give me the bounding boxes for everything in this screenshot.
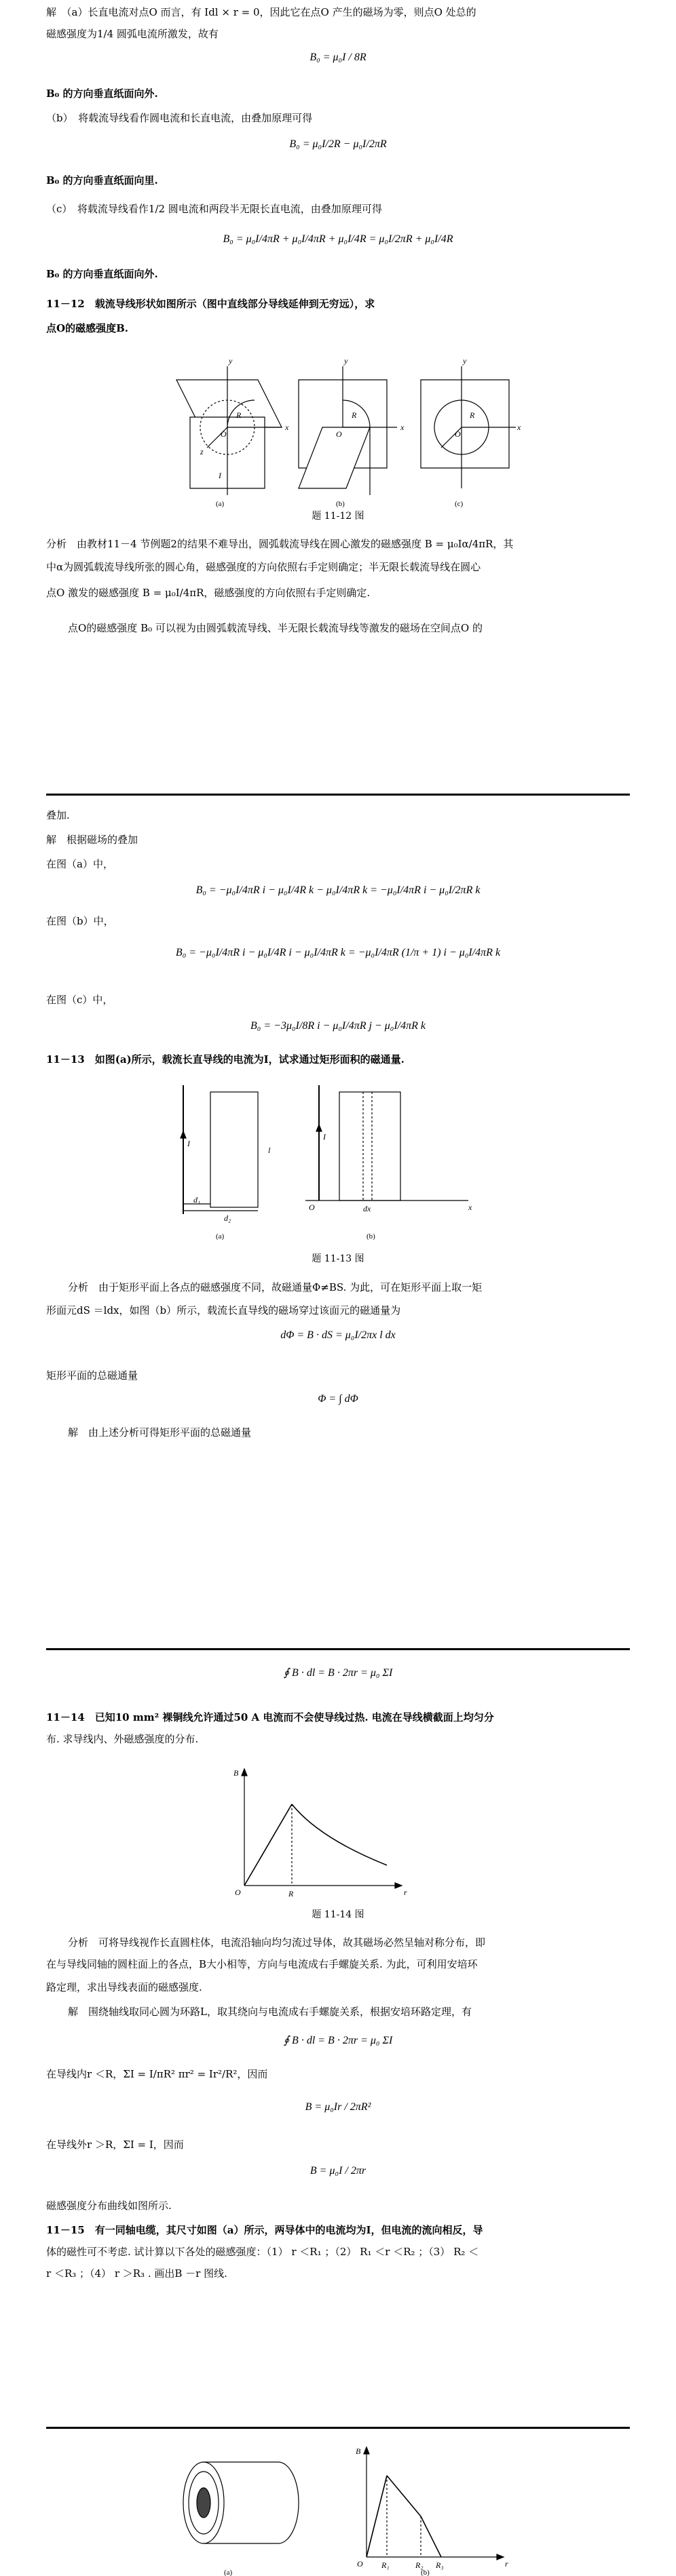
paragraph: 磁感强度分布曲线如图所示. <box>46 2200 172 2212</box>
figure-caption: 题 11-14 图 <box>312 1909 364 1920</box>
label-b-axis: B <box>233 1768 239 1778</box>
paragraph: 布. 求导线内、外磁感强度的分布. <box>46 1733 199 1745</box>
paragraph: B₀ 的方向垂直纸面向里. <box>46 174 158 187</box>
paragraph: 点O的磁感强度B. <box>46 322 128 334</box>
label-o: O <box>221 429 227 439</box>
paragraph: 点O的磁感强度 B₀ 可以视为由圆弧载流导线、半无限长载流导线等激发的磁场在空间点O 的 <box>68 622 483 634</box>
equation-dphi: dΦ = B · dS = μ₀I/2πx l dx <box>280 1329 396 1341</box>
problem-11-12-title: 11－12 载流导线形状如图所示（图中直线部分导线延伸到无穷远），求 <box>46 298 375 310</box>
label-r: R <box>288 1889 294 1898</box>
paragraph: （c） 将载流导线看作1/2 圆电流和两段半无限长直电流，由叠加原理可得 <box>46 203 382 215</box>
label-x: x <box>468 1203 472 1212</box>
paragraph: 磁感强度为1/4 圆弧电流所激发，故有 <box>46 28 219 40</box>
figure-11-12 <box>163 353 529 509</box>
label-r: R <box>352 410 357 420</box>
paragraph: B₀ 的方向垂直纸面向外. <box>46 268 158 280</box>
label-x: x <box>285 423 289 432</box>
paragraph: 在导线内r ＜R，ΣI = I/πR² πr² = Ir²/R²，因而 <box>46 2068 268 2080</box>
equation-fig-a: B₀ = −μ₀I/4πR i − μ₀I/4R k − μ₀I/4πR k = −μ₀I/4πR i − μ₀I/2πR k <box>195 884 481 896</box>
paragraph: 在图（c）中， <box>46 994 113 1006</box>
subfig-label-b: (b) <box>367 1232 375 1241</box>
label-y: y <box>463 356 467 366</box>
label-o: O <box>235 1888 241 1897</box>
paragraph: 解 根据磁场的叠加 <box>46 834 138 846</box>
label-x: x <box>517 423 521 432</box>
paragraph: 解 由上述分析可得矩形平面的总磁通量 <box>68 1426 252 1439</box>
paragraph: （b） 将载流导线看作圆电流和长直电流，由叠加原理可得 <box>46 112 313 124</box>
label-l: l <box>268 1146 271 1155</box>
page-separator <box>46 794 630 796</box>
equation-fig-b: B₀ = −μ₀I/4πR i − μ₀I/4R i − μ₀I/4πR k = −μ₀I/4πR (1/π + 1) i − μ₀I/4πR k <box>175 947 501 958</box>
paragraph: r ＜R₃ ；（4） r ＞R₃ . 画出B －r 图线. <box>46 2267 227 2280</box>
paragraph: 解 围绕轴线取同心圆为环路L，取其绕向与电流成右手螺旋关系，根据安培环路定理，有 <box>68 2006 472 2018</box>
equation-b0-half-circle: B₀ = μ₀I/4πR + μ₀I/4πR + μ₀I/4R = μ₀I/2πR + μ₀I/4R <box>223 233 453 245</box>
label-d2: d₂ <box>224 1213 231 1223</box>
paragraph: 分析 可将导线视作长直圆柱体，电流沿轴向均匀流过导体，故其磁场必然呈轴对称分布，即 <box>68 1936 486 1949</box>
paragraph: 在与导线同轴的圆柱面上的各点，B大小相等，方向与电流成右手螺旋关系. 为此，可利用安培环 <box>46 1958 478 1970</box>
subfig-label-a: (a) <box>224 2569 233 2576</box>
label-z: z <box>200 447 204 456</box>
equation-phi-integral: Φ = ∫ dΦ <box>318 1393 358 1405</box>
paragraph: 叠加. <box>46 809 70 821</box>
subfig-label-b: (b) <box>336 500 345 508</box>
label-d1: d₁ <box>193 1195 201 1205</box>
equation-b-inside: B = μ₀Ir / 2πR² <box>305 2101 371 2113</box>
figure-11-14 <box>217 1763 414 1899</box>
page-separator <box>46 2427 630 2429</box>
label-r1: R₁ <box>381 2560 390 2570</box>
label-o: O <box>455 429 461 439</box>
equation-b0-quarter-arc: B₀ = μ₀I / 8R <box>309 52 367 63</box>
figure-caption: 题 11-12 图 <box>312 511 364 522</box>
label-o: O <box>309 1203 315 1212</box>
figure-11-13 <box>170 1078 482 1241</box>
label-r: R <box>470 410 475 420</box>
paragraph: 在导线外r ＞R，ΣI = I，因而 <box>46 2139 184 2151</box>
label-y: y <box>229 356 233 366</box>
problem-11-15-title: 11－15 有一同轴电缆，其尺寸如图（a）所示，两导体中的电流均为I，但电流的流向相反，导 <box>46 2224 483 2236</box>
subfig-label-b: (b) <box>421 2569 430 2576</box>
paragraph: 在图（b）中， <box>46 915 114 927</box>
figure-11-15 <box>163 2442 516 2576</box>
paragraph: B₀ 的方向垂直纸面向外. <box>46 87 158 100</box>
subfig-label-a: (a) <box>216 500 225 508</box>
paragraph: 形面元dS ＝ldx，如图（b）所示，载流长直导线的磁场穿过该面元的磁通量为 <box>46 1304 401 1316</box>
label-b-axis: B <box>356 2446 361 2456</box>
paragraph: 体的磁性可不考虑. 试计算以下各处的磁感强度：（1） r ＜R₁ ；（2） R₁ ＜r ＜R₂ ；（3） R₂ ＜ <box>46 2246 479 2258</box>
equation-total-flux: ∮ B · dl = B · 2πr = μ₀ ΣI <box>283 1667 393 1679</box>
figure-caption: 题 11-13 图 <box>312 1253 364 1264</box>
label-dx: dx <box>363 1204 371 1213</box>
paragraph: 路定理，求出导线表面的磁感强度. <box>46 1981 202 1993</box>
label-o: O <box>336 429 342 439</box>
label-r3: R₃ <box>436 2560 444 2570</box>
label-i: I <box>187 1139 190 1148</box>
equation-ampere-loop: ∮ B · dl = B · 2πr = μ₀ ΣI <box>283 2035 393 2046</box>
subfig-label-c: (c) <box>455 500 464 508</box>
paragraph: 矩形平面的总磁通量 <box>46 1369 138 1382</box>
paragraph: 中α为圆弧载流导线所张的圆心角，磁感强度的方向依照右手定则确定；半无限长载流导线在圆心 <box>46 561 481 573</box>
label-i: I <box>323 1132 326 1141</box>
paragraph: 分析 由教材11－4 节例题2的结果不难导出，圆弧载流导线在圆心激发的磁感强度 B = μ₀Iα/4πR，其 <box>46 538 514 550</box>
paragraph: 解 （a）长直电流对点O 而言，有 Idl × r = 0，因此它在点O 产生的磁场为零，则点O 处总的 <box>46 6 476 18</box>
label-r2: R₂ <box>415 2560 424 2570</box>
paragraph: 在图（a）中， <box>46 858 113 870</box>
label-i: I <box>219 471 221 480</box>
label-o: O <box>357 2559 363 2569</box>
problem-11-14-title: 11－14 已知10 mm² 裸铜线允许通过50 A 电流而不会使导线过热. 电流在导线横截面上均匀分 <box>46 1711 494 1723</box>
label-y: y <box>344 356 348 366</box>
paragraph: 点O 激发的磁感强度 B = μ₀I/4πR，磁感强度的方向依照右手定则确定. <box>46 587 371 599</box>
equation-b-outside: B = μ₀I / 2πr <box>309 2165 367 2177</box>
equation-fig-c: B₀ = −3μ₀I/8R i − μ₀I/4πR j − μ₀I/4πR k <box>250 1020 426 1032</box>
problem-11-13-title: 11－13 如图(a)所示，载流长直导线的电流为I，试求通过矩形面积的磁通量. <box>46 1053 405 1066</box>
subfig-label-a: (a) <box>216 1232 225 1241</box>
equation-b0-circle-line: B₀ = μ₀I/2R − μ₀I/2πR <box>289 138 387 150</box>
label-x: x <box>400 423 405 432</box>
label-r-axis: r <box>505 2559 508 2569</box>
label-r-axis: r <box>404 1888 407 1897</box>
label-r: R <box>236 410 242 420</box>
paragraph: 分析 由于矩形平面上各点的磁感强度不同，故磁通量Φ≠BS. 为此，可在矩形平面上取一矩 <box>68 1281 483 1293</box>
